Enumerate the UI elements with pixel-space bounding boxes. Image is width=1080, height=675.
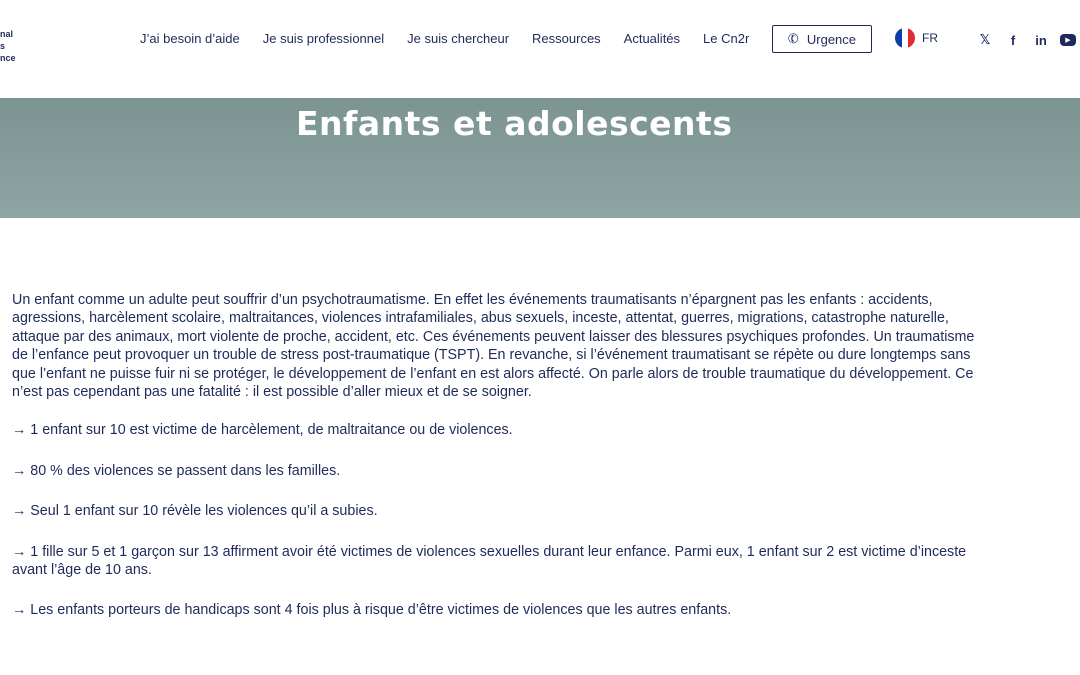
fact-item: → Les enfants porteurs de handicaps sont 4 fois plus à risque d’être victimes de violences que les autres enfants. (12, 602, 732, 619)
nav-item-le-cn2r[interactable]: Le Cn2r (703, 31, 750, 46)
facebook-icon[interactable]: f (1010, 32, 1016, 48)
site-header (0, 0, 1080, 98)
phone-icon: ✆ (785, 29, 801, 48)
x-icon[interactable]: 𝕏 (979, 32, 991, 47)
urgence-label: Urgence (806, 31, 857, 47)
article-body (12, 291, 987, 642)
language-label: FR (922, 31, 938, 45)
nav-item-actualites[interactable]: Actualités (623, 31, 681, 46)
main-nav (140, 31, 772, 46)
fact-item: → 1 fille sur 5 et 1 garçon sur 13 affirment avoir été victimes de violences sexuelles durant leur enfance. Parmi eux, 1 enfant sur 2 est victime d’inceste avant l’âge de 10 ans. (12, 543, 967, 579)
fact-item: → Seul 1 enfant sur 10 révèle les violences qu’il a subies. (12, 503, 378, 520)
youtube-icon[interactable]: ▶ (1060, 34, 1076, 46)
fact-item: → 1 enfant sur 10 est victime de harcèlement, de maltraitance ou de violences. (12, 422, 513, 439)
intro-paragraph: Un enfant comme un adulte peut souffrir d’un psychotraumatisme. En effet les événements traumatisants n’épargnent pas les enfants : accidents, agressions, harcèlement scolaire, maltraitances, violences intrafamiliales, abus sexuels, inceste, attentat, guerres, migrations, catastrophe naturelle, attaque par des animaux, mort violente de proche, accident, etc. Ces événements peuvent laisser des blessures psychiques profondes. Un traumatisme de l’enfance peut provoquer un trouble de stress post-traumatique (TSPT). En revanche, si l’événement traumatisant se répète ou dure longtemps sans que l’enfant ne puisse fuir ni se protéger, le développement de l’enfant en est alors affecté. On parle alors de trouble traumatique du développement. Ce n’est pas cependant pas une fatalité : il est possible d’aller mieux et de se soigner. (12, 292, 975, 401)
logo-line: s (0, 41, 6, 51)
french-flag-icon (895, 28, 915, 48)
nav-item-chercheur[interactable]: Je suis chercheur (407, 31, 510, 46)
hero-banner (0, 98, 1080, 218)
urgence-button[interactable] (772, 25, 872, 53)
nav-item-ressources[interactable]: Ressources (532, 31, 601, 46)
fact-item: → 80 % des violences se passent dans les familles. (12, 462, 341, 479)
site-logo[interactable] (0, 28, 60, 64)
nav-item-besoin-aide[interactable]: J’ai besoin d’aide (140, 31, 240, 46)
language-selector[interactable] (895, 28, 938, 48)
social-links (976, 31, 1080, 49)
logo-line: nal (0, 29, 14, 39)
nav-item-professionnel[interactable]: Je suis professionnel (262, 31, 385, 46)
linkedin-icon[interactable]: in (1035, 32, 1047, 48)
page-title: Enfants et adolescents (296, 104, 733, 143)
logo-line: nce (0, 53, 16, 63)
